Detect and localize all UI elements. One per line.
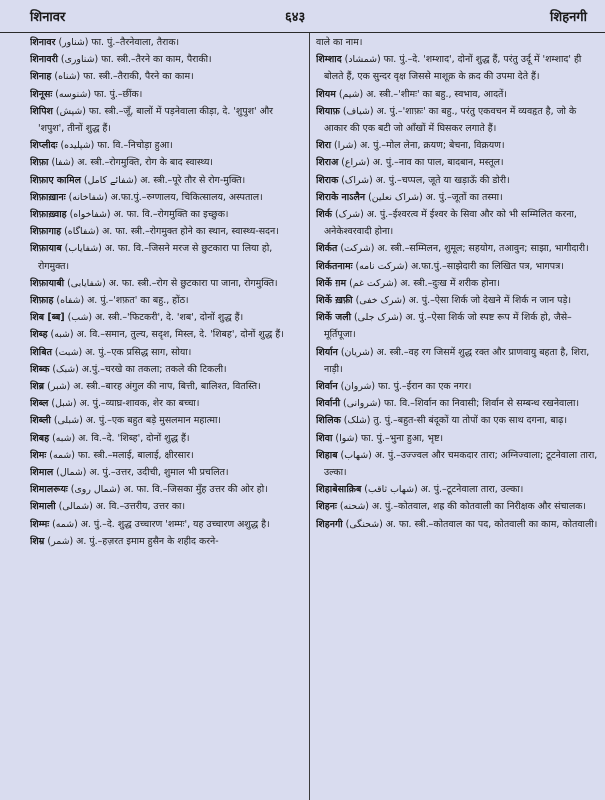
entry-definition: (شفا) अ. स्त्री.–रोगमुक्ति, रोग के बाद स्वास्थ्य।: [48, 157, 213, 169]
dictionary-entry: [30, 447, 302, 464]
entry-definition: (شلک) तु. पुं.–बहुत-सी बंदूकों या तोपों का एक साथ दगना, बाढ़।: [340, 415, 567, 427]
dictionary-entry: [316, 103, 598, 137]
entry-headword: शिमः: [30, 449, 47, 461]
entry-headword: शिर्क: [316, 209, 333, 221]
entry-definition: (شراع) अ. पुं.–नाव का पाल, बादबान, मस्तूल।: [338, 157, 504, 169]
entry-definition: (شوا) फा. पुं.–भुना हुआ, भृष्ट।: [332, 432, 443, 444]
dictionary-entry: [316, 516, 598, 533]
entry-headword: शिफ़ाख़ानः: [30, 191, 66, 203]
dictionary-entry: [316, 86, 598, 103]
dictionary-entry: [30, 275, 302, 292]
dictionary-entry: [30, 326, 302, 343]
entry-headword: शिप्लीदः: [30, 140, 58, 152]
dictionary-entry: [30, 412, 302, 429]
dictionary-entry: [316, 189, 598, 206]
dictionary-entry: [316, 395, 598, 412]
entry-definition: (شحنگی) अ. फा. स्त्री.–कोतवाल का पद, कोतवाली का काम, कोतवाली।: [342, 518, 598, 530]
entry-definition: (شرک خفی) अ. पुं.–ऐसा शिर्क जो देखने में शिर्क न जान पड़े।: [352, 295, 572, 307]
entry-definition: (شمشاد) फा. पुं.–दे. 'शम्शाद', दोनों शुद्ध हैं, परंतु उर्दू में 'शम्शाद' ही बोलते हैं, एक सुन्दर वृक्ष जिससे माशूक़ के क़द की उपमा देते हैं।: [324, 54, 582, 83]
entry-definition: (شناور) फा. पुं.–तैरनेवाला, तैराक।: [55, 37, 180, 48]
entry-headword: शिफ़ाह: [30, 295, 54, 307]
entry-definition: (شبل) अ. पुं.–व्याघ्र-शावक, शेर का बच्चा।: [48, 398, 200, 410]
left-column: [30, 34, 302, 800]
entry-definition: (شفاگاه) अ. फा. स्त्री.–रोगमुक्त होने का स्थान, स्वास्थ्य-सदन।: [61, 226, 279, 238]
entry-definition: (شمه) फा. स्त्री.–मलाई, बालाई, क्षीरसार।: [46, 449, 194, 461]
entry-headword: शिफ़ायाब: [30, 243, 62, 255]
entry-headword: शिफ़ा: [30, 157, 49, 169]
entry-definition: (شرکت غم) अ. स्त्री.–दुःख में शरीक होना।: [346, 277, 500, 289]
entry-headword: शिफ़ायाबी: [30, 277, 65, 289]
dictionary-entry: [316, 344, 598, 378]
entry-headword: शिर्के ख़फ़ी: [316, 295, 353, 307]
entry-headword: शिबह: [30, 432, 50, 444]
entry-definition: (شهاب) अ. पुं.–उज्ज्वल और चमकदार तारा; अग्निज्वाला; टूटनेवाला तारा, उल्का।: [324, 449, 598, 479]
entry-definition: (شپلیده) फा. वि.–निचोड़ा हुआ।: [57, 140, 173, 152]
dictionary-entry: [316, 447, 598, 481]
entry-definition: (شرکت) अ. स्त्री.–सम्मिलन, शुमूल; सहयोग, तआवुन; साझा, भागीदारी।: [337, 243, 589, 255]
entry-definition: (شبت) अ. पुं.–एक प्रसिद्ध साग, सोया।: [51, 346, 192, 358]
entry-definition: (شبه) अ. वि.–दे. 'शिब्ह', दोनों शुद्ध हैं।: [49, 432, 190, 444]
dictionary-entry: [316, 412, 598, 429]
entry-definition: (شفاخانه) अ.फा.पुं.–रुग्णालय, चिकित्सालय, अस्पताल।: [65, 191, 263, 203]
entry-headword: शिफ़ागाह: [30, 226, 62, 238]
entry-headword: शिहाब: [316, 449, 338, 461]
dictionary-entry: [30, 172, 302, 189]
entry-definition: (شراک نعلین) अ. पुं.–जूतों का तस्मा।: [365, 191, 503, 203]
dictionary-entry: [316, 292, 598, 309]
entry-headword: शिरा: [316, 140, 332, 152]
entry-definition: (شحنه) अ. पुं.–कोतवाल, शह्र की कोतवाली का निरीक्षक और संचालक।: [336, 501, 586, 513]
entry-headword: शिर्वानी: [316, 398, 341, 410]
entry-definition: (شمال) अ. पुं.–उत्तर, उदीची, शुमाल भी प्रचलित।: [53, 467, 229, 479]
entry-headword: शिब्क: [30, 363, 50, 375]
entry-headword: शिबित: [30, 346, 52, 358]
dictionary-entry: [30, 189, 302, 206]
entry-definition: (شرک) अ. पुं.–ईश्वरत्व में ईश्वर के सिवा और को भी सम्मिलित करना, अनेकेश्वरवादी होना।: [324, 209, 577, 238]
entry-headword: शिब्ह: [30, 329, 48, 341]
dictionary-entry: [30, 223, 302, 240]
entry-headword: शिफ़ाए कामिल: [30, 174, 81, 186]
entry-definition: (شب) अ. स्त्री.–'फिटकरी', दे. 'शब', दोनों शुद्ध हैं।: [64, 312, 244, 324]
entry-headword: शिम्शाद: [316, 54, 342, 66]
entry-definition: (شناه) फा. स्त्री.–तैराकी, पैरने का काम।: [51, 71, 194, 83]
dictionary-entry: [30, 137, 302, 154]
entry-headword: शियाफ़: [316, 105, 340, 117]
dictionary-entry: [316, 206, 598, 240]
dictionary-entry: [30, 344, 302, 361]
entry-headword: शिमाली: [30, 501, 56, 513]
dictionary-entry: [30, 498, 302, 515]
dictionary-entry: [30, 51, 302, 68]
dictionary-entry: [30, 533, 302, 550]
entry-definition: (شبک) अ.पुं.–चरखे का तकला; तकले की टिकली।: [49, 363, 227, 375]
dictionary-entry: [30, 206, 302, 223]
dictionary-entry: [316, 481, 598, 498]
dictionary-entry: [316, 275, 598, 292]
dictionary-entry: [316, 309, 598, 343]
entry-headword: शिराअ: [316, 157, 339, 169]
entry-headword: शिर्कतनामः: [316, 260, 353, 272]
entry-definition: (شمه) अ. पुं.–दे. शुद्ध उच्चारण 'शम्मः', यह उच्चारण अशुद्ध है।: [49, 518, 270, 530]
entry-definition: (شبلی) अ. पुं.–एक बहुत बड़े मुसलमान महात्मा।: [50, 415, 221, 427]
entry-definition: (شراک) अ. पुं.–चप्पल, जूते या खड़ाऊँ की डोरी।: [338, 174, 510, 186]
dictionary-entry: [30, 378, 302, 395]
entry-definition: (شفائے کامل) अ. स्त्री.–पूरे तौर से रोग-मुक्ति।: [80, 174, 246, 186]
entry-definition: (شمال روی) अ. फा. वि.–जिसका मुँह उत्तर की ओर हो।: [67, 484, 268, 496]
entry-definition: (شبر) अ. स्त्री.–बारह अंगुल की नाप, बित्ती, बालिश्त, वितस्ति।: [44, 381, 261, 393]
dictionary-entry: [30, 103, 302, 137]
entry-definition: (شناوری) फा. स्त्री.–तैरने का काम, पैराकी।: [57, 54, 212, 66]
entry-headword: शिमालरूयः: [30, 484, 68, 496]
dictionary-entry: [30, 516, 302, 533]
dictionary-entry: [316, 51, 598, 85]
header-left-guide-word: शिनावर: [30, 10, 66, 25]
header-right-guide-word: शिहनगी: [549, 10, 587, 25]
entry-headword: शिर्वान: [316, 381, 338, 393]
entry-headword: शिर्यान: [316, 346, 338, 358]
entry-headword: शिहनः: [316, 501, 337, 513]
dictionary-entry: [30, 34, 302, 51]
entry-headword: शिराके नाऽलैन: [316, 191, 366, 203]
entry-headword: शिफ़ाख़्वाह: [30, 209, 67, 221]
entry-definition: (شفاه) अ. पुं.–'शफ़त' का बहु., होंठ।: [53, 295, 189, 307]
entry-headword: शिराक: [316, 174, 339, 186]
entry-definition: (شروانی) फा. वि.–शिर्वान का निवासी; शिर्वान से सम्बन्ध रखनेवाला।: [340, 398, 579, 410]
entry-definition: (شمر) अ. पुं.–हज़रत इमाम हुसैन के शहीद करने-: [44, 535, 219, 547]
dictionary-entry: [30, 481, 302, 498]
entry-definition: (شرکت نامه) अ.फा.पुं.–साझेदारी का लिखित पत्र, भागपत्र।: [352, 260, 564, 272]
entry-definition: (شبه) अ. वि.–समान, तुल्य, सदृश, मिस्ल, दे. 'शिबह', दोनों शुद्ध हैं।: [47, 329, 284, 341]
entry-headword: शिनूसः: [30, 88, 53, 100]
entry-definition: (شفاخواه) अ. फा. वि.–रोगमुक्ति का इच्छुक।: [66, 209, 229, 221]
dictionary-entry: [30, 68, 302, 85]
dictionary-entry: [316, 430, 598, 447]
entry-headword: शिनावर: [30, 37, 56, 48]
entry-definition: (شپش) फा. स्त्री.–जूँ, बालों में पड़नेवाला कीड़ा, दे. 'शुपुश' और 'शपुश', तीनों शुद्ध हैं।: [38, 105, 273, 135]
entry-definition: (شیاف) अ. पुं.–'शाफ़ः' का बहु., परंतु एकवचन में व्यवहृत है, जो के आकार की एक बटी जो आँखों में घिसकर लगाते हैं।: [324, 105, 577, 135]
entry-headword: शिर्के ग़म: [316, 277, 347, 289]
entry-headword: शिहाबेसाक़िब: [316, 484, 362, 496]
dictionary-entry: [30, 430, 302, 447]
entry-headword: शिम्र: [30, 535, 45, 547]
entry-headword: शिब्ली: [30, 415, 51, 427]
dictionary-entry: [316, 378, 598, 395]
dictionary-entry: [30, 240, 302, 274]
dictionary-entry: [316, 498, 598, 515]
dictionary-entry: [316, 154, 598, 171]
entry-headword: शिवा: [316, 432, 333, 444]
entry-headword: शिर्के जली: [316, 312, 352, 324]
entry-headword: शिनाह: [30, 71, 52, 83]
dictionary-entry: [30, 309, 302, 326]
entry-headword: शिब्र: [30, 381, 45, 393]
dictionary-entry: [316, 258, 598, 275]
entry-definition: (شنوسه) फा. पुं.–छींक।: [52, 88, 143, 100]
entry-headword: शिमाल: [30, 467, 54, 479]
dictionary-entry: [30, 154, 302, 171]
entry-headword: शिनावरी: [30, 54, 58, 66]
right-column: [316, 34, 598, 800]
entry-headword: शिब [ब्ब]: [30, 312, 65, 324]
entry-headword: शिपिश: [30, 105, 53, 117]
entry-headword: शिब्ल: [30, 398, 49, 410]
entry-definition: (شفایاب) अ. फा. वि.–जिसने मरज से छुटकारा पा लिया हो, रोगमुक्त।: [38, 243, 273, 272]
entry-definition: (شهاب ثاقب) अ. पुं.–टूटनेवाला तारा, उल्का।: [361, 484, 524, 496]
entry-definition: (شریان) अ. स्त्री.–वह रग जिसमें शुद्ध रक्त और प्राणवायु बहता है, शिरा, नाड़ी।: [324, 346, 590, 375]
dictionary-entry: [30, 361, 302, 378]
entry-headword: शिम्मः: [30, 518, 50, 530]
entry-definition: (شروان) फा. पुं.–ईरान का एक नगर।: [337, 381, 472, 393]
entry-definition: (شمالی) अ. वि.–उत्तरीय, उत्तर का।: [55, 501, 186, 513]
dictionary-entry: [30, 464, 302, 481]
entry-definition: (شفایابی) अ. फा. स्त्री.–रोग से छुटकारा पा जाना, रोगमुक्ति।: [64, 277, 278, 289]
page-number: ६४३: [285, 10, 306, 25]
dictionary-entry: [30, 86, 302, 103]
entry-definition: वाले का नाम।: [316, 37, 363, 48]
entry-headword: शियम: [316, 88, 336, 100]
entry-headword: शिहनगी: [316, 518, 343, 530]
entry-definition: (شیم) अ. स्त्री.–'शीमः' का बहु., स्वभाव, आदतें।: [335, 88, 507, 100]
dictionary-entry: [316, 34, 598, 51]
dictionary-entry: [316, 137, 598, 154]
dictionary-entry: [30, 395, 302, 412]
entry-headword: शिलिक: [316, 415, 341, 427]
dictionary-entry: [316, 172, 598, 189]
entry-definition: (شرک جلی) अ. पुं.–ऐसा शिर्क जो स्पष्ट रूप में शिर्क हो, जैसे–मूर्तिपूजा।: [324, 312, 572, 341]
column-divider: [309, 33, 310, 800]
dictionary-entry: [316, 240, 598, 257]
page-header: [0, 0, 605, 33]
dictionary-entry: [30, 292, 302, 309]
entry-definition: (شرا) अ. पुं.–मोल लेना, क्रयण; बेचना, विक्रयण।: [331, 140, 505, 152]
entry-headword: शिर्कत: [316, 243, 338, 255]
